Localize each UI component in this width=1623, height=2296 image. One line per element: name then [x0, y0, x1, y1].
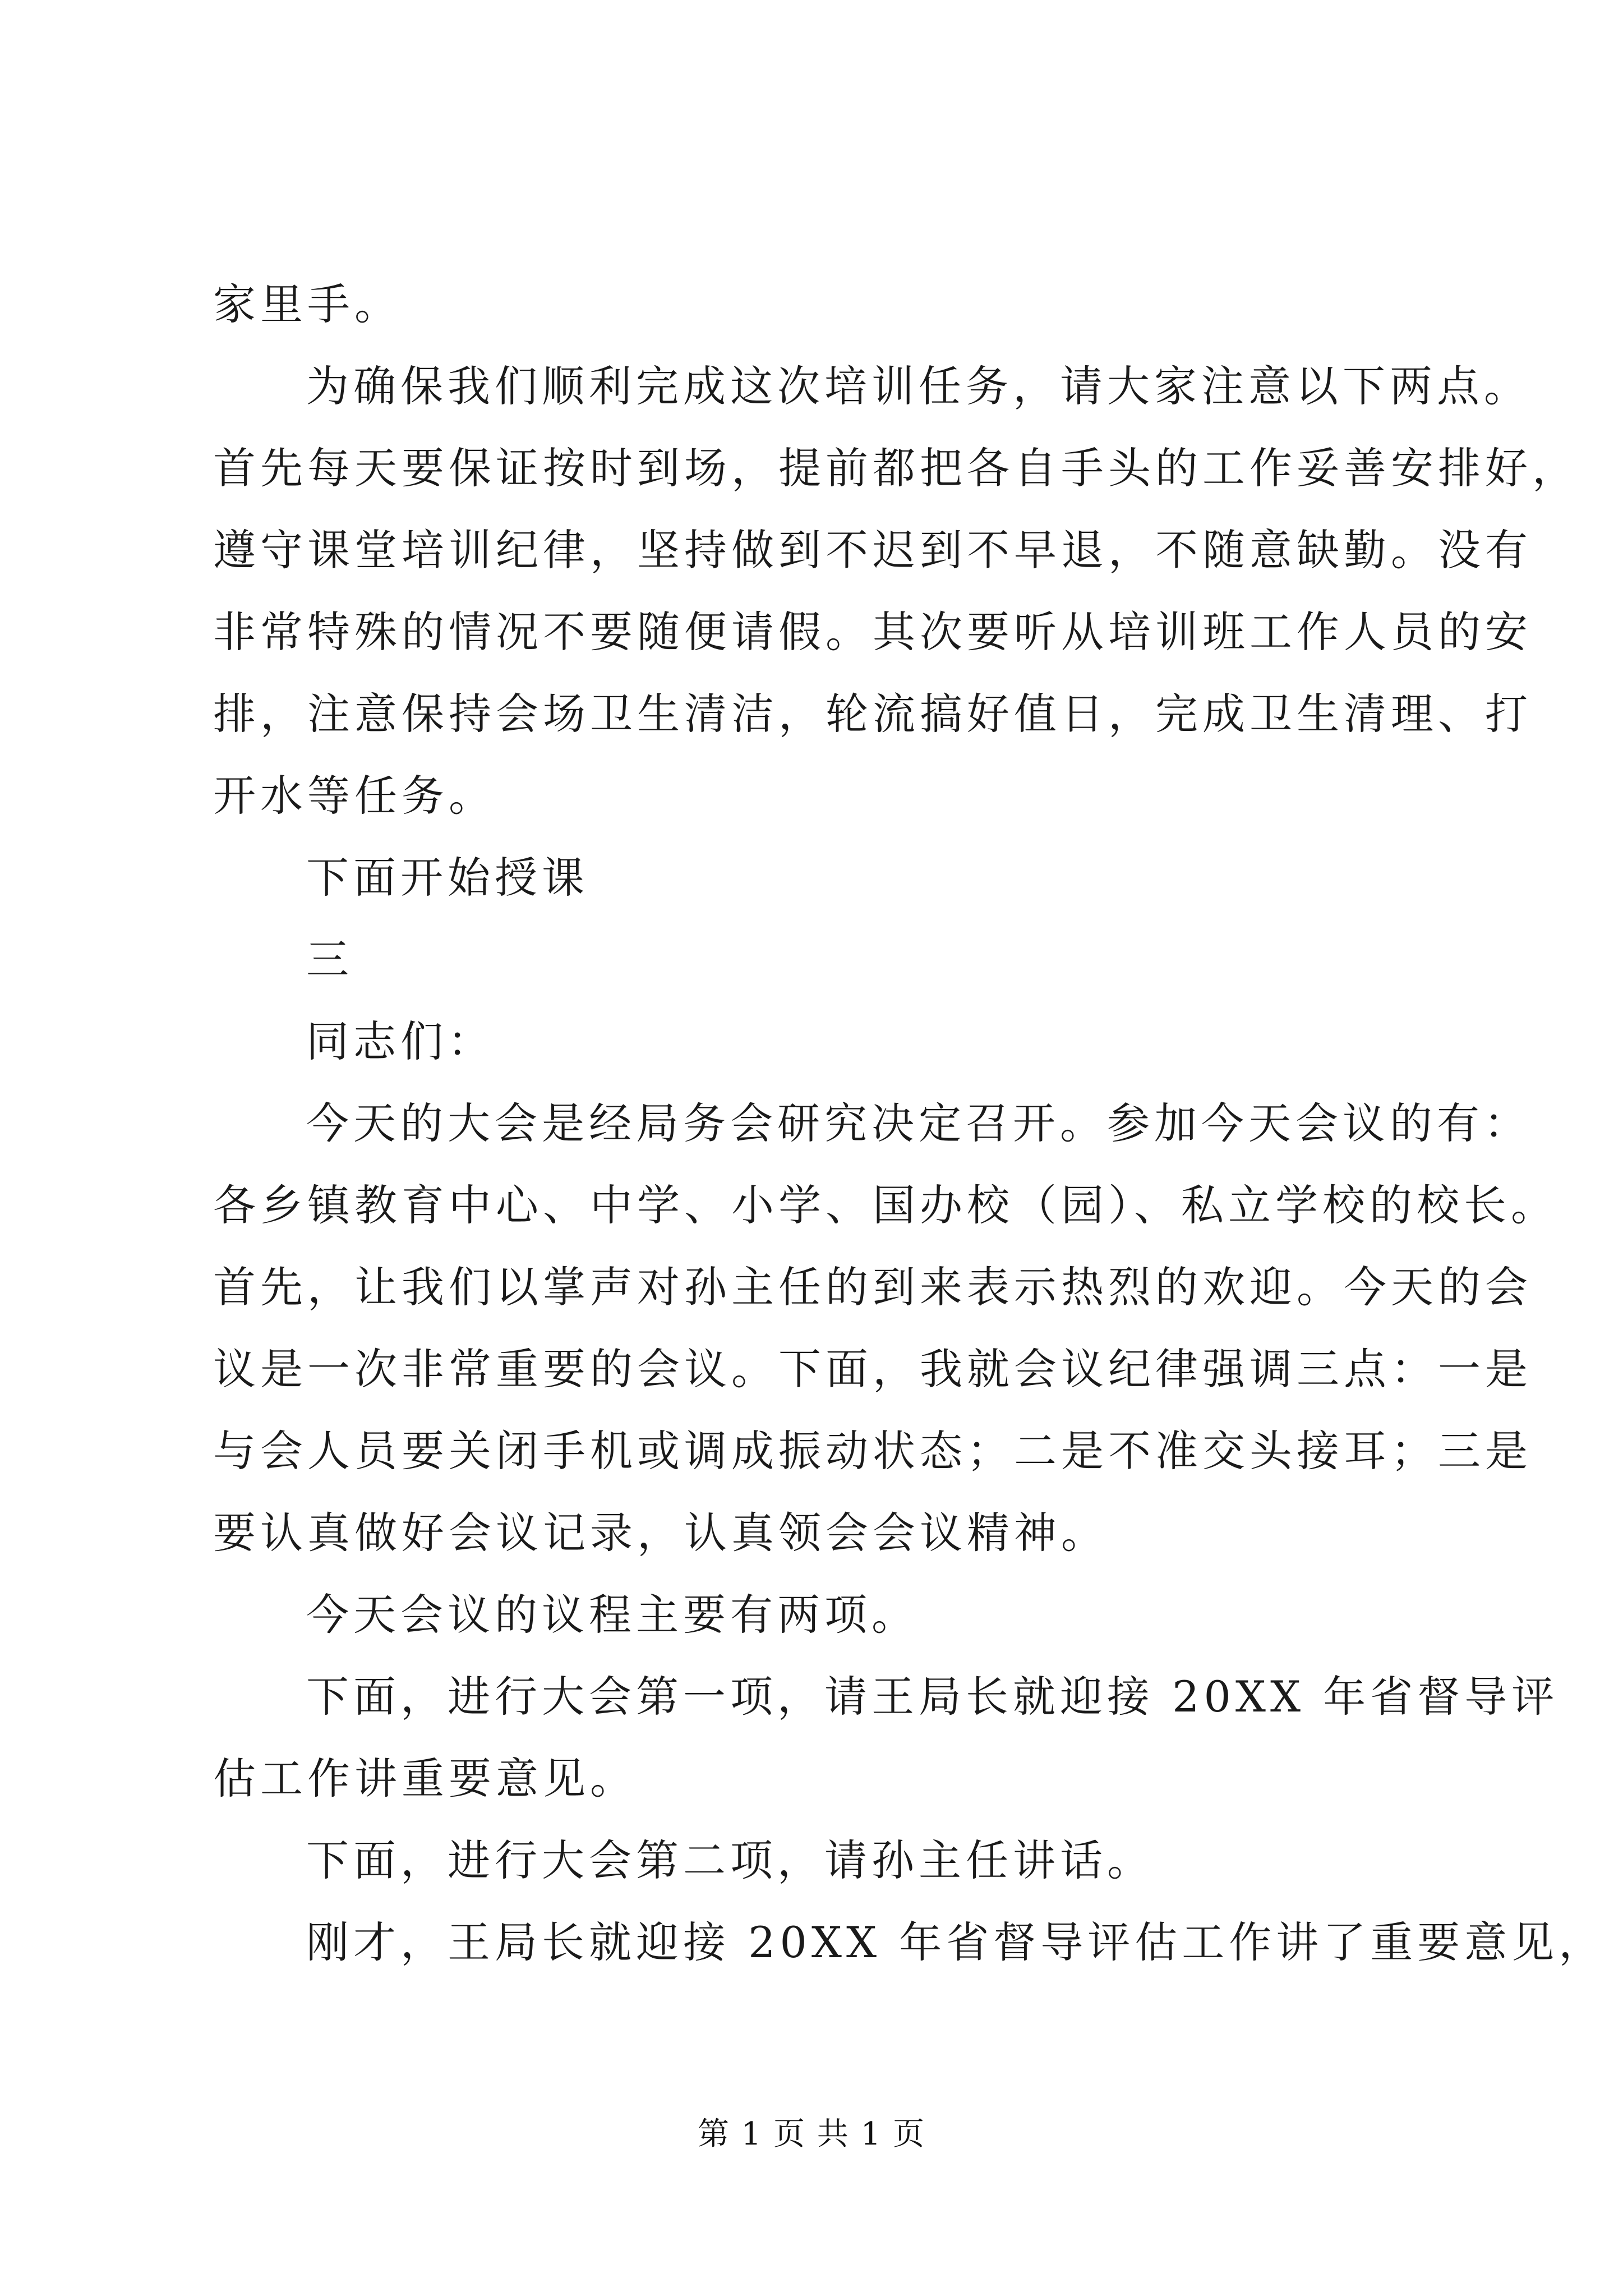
document-body: [213, 264, 1606, 1984]
text-line: 排，注意保持会场卫生清洁，轮流搞好值日，完成卫生清理、打: [213, 689, 1532, 739]
text-line: 下面，进行大会第二项，请孙主任讲话。: [306, 1835, 1154, 1885]
text-line: 下面开始授课: [306, 853, 589, 903]
text-line: 开水等任务。: [213, 771, 496, 821]
text-line: 今天会议的议程主要有两项。: [306, 1590, 919, 1640]
text-line: 首先每天要保证按时到场，提前都把各自手头的工作妥善安排好，: [213, 443, 1579, 493]
text-line: 今天的大会是经局务会研究决定召开。参加今天会议的有：: [306, 1098, 1531, 1148]
text-line: 要认真做好会议记录，认真领会会议精神。: [213, 1508, 1108, 1558]
text-line: 遵守课堂培训纪律，坚持做到不迟到不早退，不随意缺勤。没有: [213, 525, 1532, 575]
text-line: 估工作讲重要意见。: [213, 1754, 637, 1803]
page-footer: [0, 2109, 1623, 2154]
text-line: 非常特殊的情况不要随便请假。其次要听从培训班工作人员的安: [213, 607, 1532, 657]
text-line: 首先，让我们以掌声对孙主任的到来表示热烈的欢迎。今天的会: [213, 1262, 1532, 1312]
text-line: 与会人员要关闭手机或调成振动状态；二是不准交头接耳；三是: [213, 1426, 1532, 1476]
text-line: 家里手。: [213, 279, 402, 329]
text-line: 议是一次非常重要的会议。下面，我就会议纪律强调三点：一是: [213, 1344, 1532, 1394]
text-line: 各乡镇教育中心、中学、小学、国办校（园）、私立学校的校长。: [213, 1180, 1558, 1230]
text-line: 下面，进行大会第一项，请王局长就迎接 20XX 年省督导评: [306, 1672, 1559, 1722]
salutation: 同志们：: [306, 1016, 495, 1066]
text-line: 刚才，王局长就迎接 20XX 年省督导评估工作讲了重要意见，: [306, 1917, 1606, 1967]
section-number: 三: [306, 935, 353, 984]
text-line: 为确保我们顺利完成这次培训任务，请大家注意以下两点。: [306, 361, 1531, 411]
page-number-label: 第 1 页 共 1 页: [697, 2116, 926, 2152]
